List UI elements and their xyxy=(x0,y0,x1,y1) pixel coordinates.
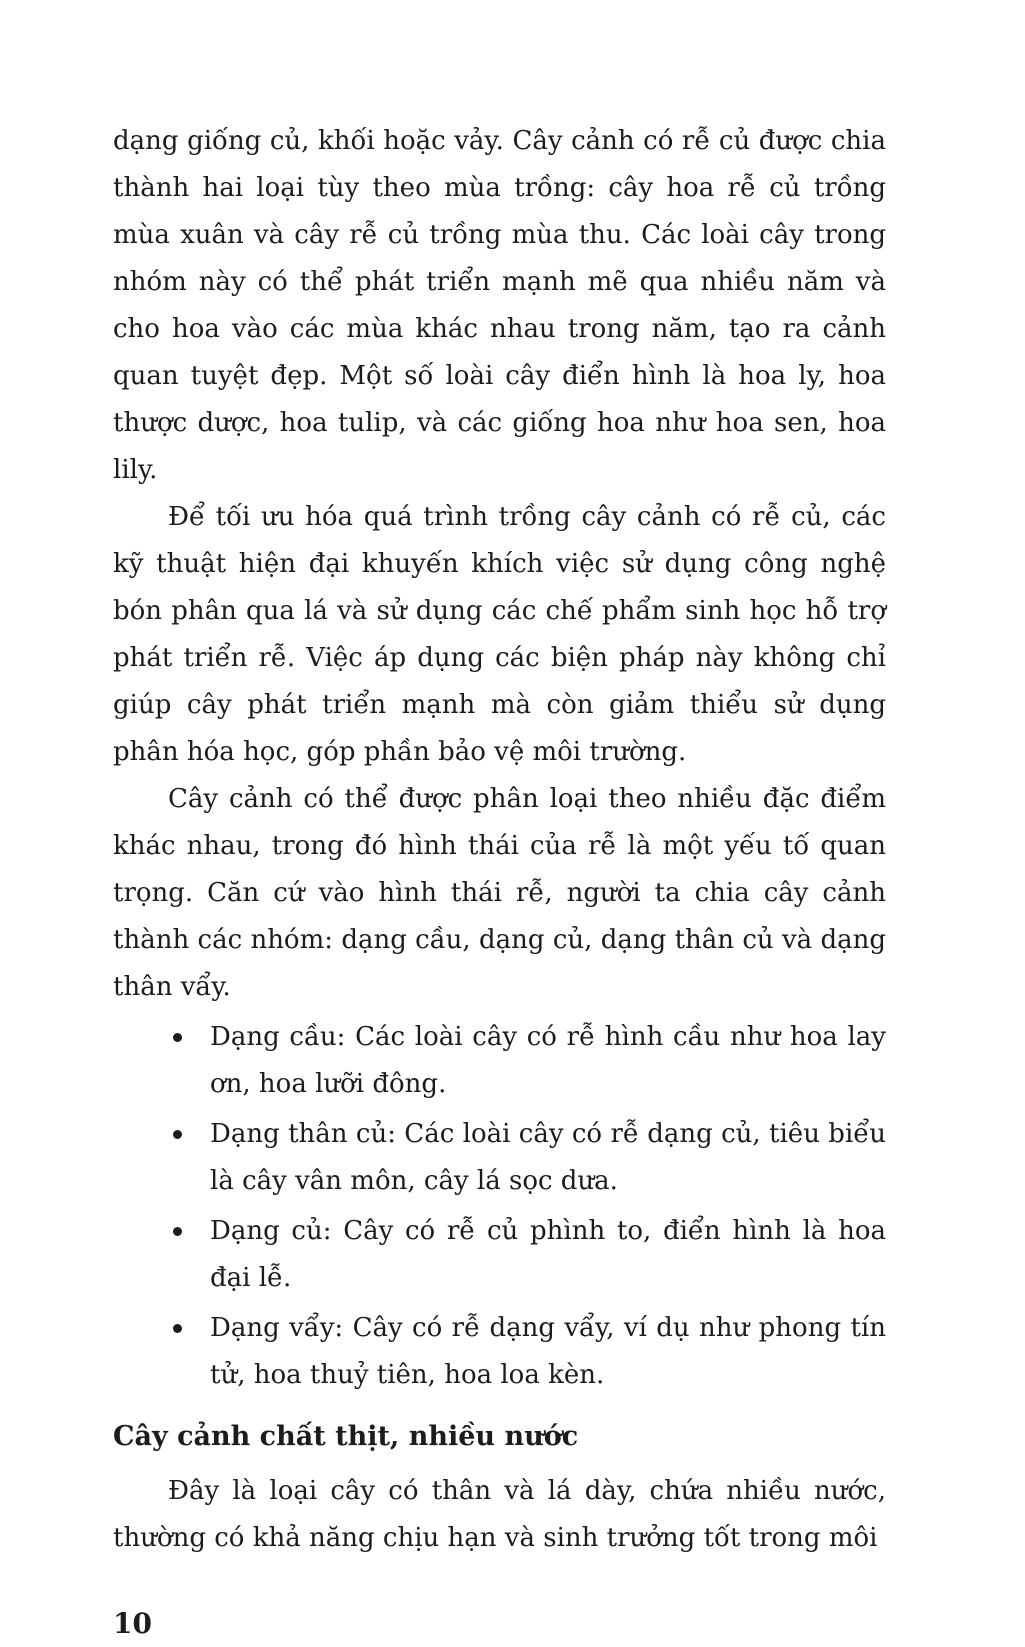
paragraph: Cây cảnh có thể được phân loại theo nhiều đặc điểm khác nhau, trong đó hình thái của rễ là một yếu tố quan trọng. Căn cứ vào hình thái rễ, người ta chia cây cảnh thành các nhóm: dạng cầu, dạng củ, dạng thân củ và dạng thân vẩy. xyxy=(113,784,886,1002)
list-item-text: Dạng cầu: Các loài cây có rễ hình cầu như hoa lay ơn, hoa lưỡi đông. xyxy=(210,1022,886,1099)
bullet-icon xyxy=(173,1227,182,1236)
paragraph: Để tối ưu hóa quá trình trồng cây cảnh có rễ củ, các kỹ thuật hiện đại khuyến khích việc sử dụng công nghệ bón phân qua lá và sử dụng các chế phẩm sinh học hỗ trợ phát triển rễ. Việc áp dụng các biện pháp này không chỉ giúp cây phát triển mạnh mà còn giảm thiểu sử dụng phân hóa học, góp phần bảo vệ môi trường. xyxy=(113,502,886,767)
root-shape-list xyxy=(113,1014,886,1399)
bullet-icon xyxy=(173,1324,182,1333)
list-item-text: Dạng vẩy: Cây có rễ dạng vẩy, ví dụ như phong tín tử, hoa thuỷ tiên, hoa loa kèn. xyxy=(210,1313,886,1390)
page-content xyxy=(113,118,886,1647)
list-item-text: Dạng củ: Cây có rễ củ phình to, điển hình là hoa đại lễ. xyxy=(210,1216,886,1293)
list-item xyxy=(113,1305,886,1399)
list-item-text: Dạng thân củ: Các loài cây có rễ dạng củ, tiêu biểu là cây vân môn, cây lá sọc dưa. xyxy=(210,1119,886,1196)
bullet-icon xyxy=(173,1033,182,1042)
list-item xyxy=(113,1014,886,1108)
paragraph: Đây là loại cây có thân và lá dày, chứa nhiều nước, thường có khả năng chịu hạn và sinh trưởng tốt trong môi xyxy=(113,1476,886,1553)
paragraph: dạng giống củ, khối hoặc vảy. Cây cảnh có rễ củ được chia thành hai loại tùy theo mùa trồng: cây hoa rễ củ trồng mùa xuân và cây rễ củ trồng mùa thu. Các loài cây trong nhóm này có thể phát triển mạnh mẽ qua nhiều năm và cho hoa vào các mùa khác nhau trong năm, tạo ra cảnh quan tuyệt đẹp. Một số loài cây điển hình là hoa ly, hoa thược dược, hoa tulip, và các giống hoa như hoa sen, hoa lily. xyxy=(113,126,886,485)
list-item xyxy=(113,1111,886,1205)
section-heading: Cây cảnh chất thịt, nhiều nước xyxy=(113,1421,579,1452)
page-number: 10 xyxy=(113,1607,152,1640)
list-item xyxy=(113,1208,886,1302)
bullet-icon xyxy=(173,1130,182,1139)
